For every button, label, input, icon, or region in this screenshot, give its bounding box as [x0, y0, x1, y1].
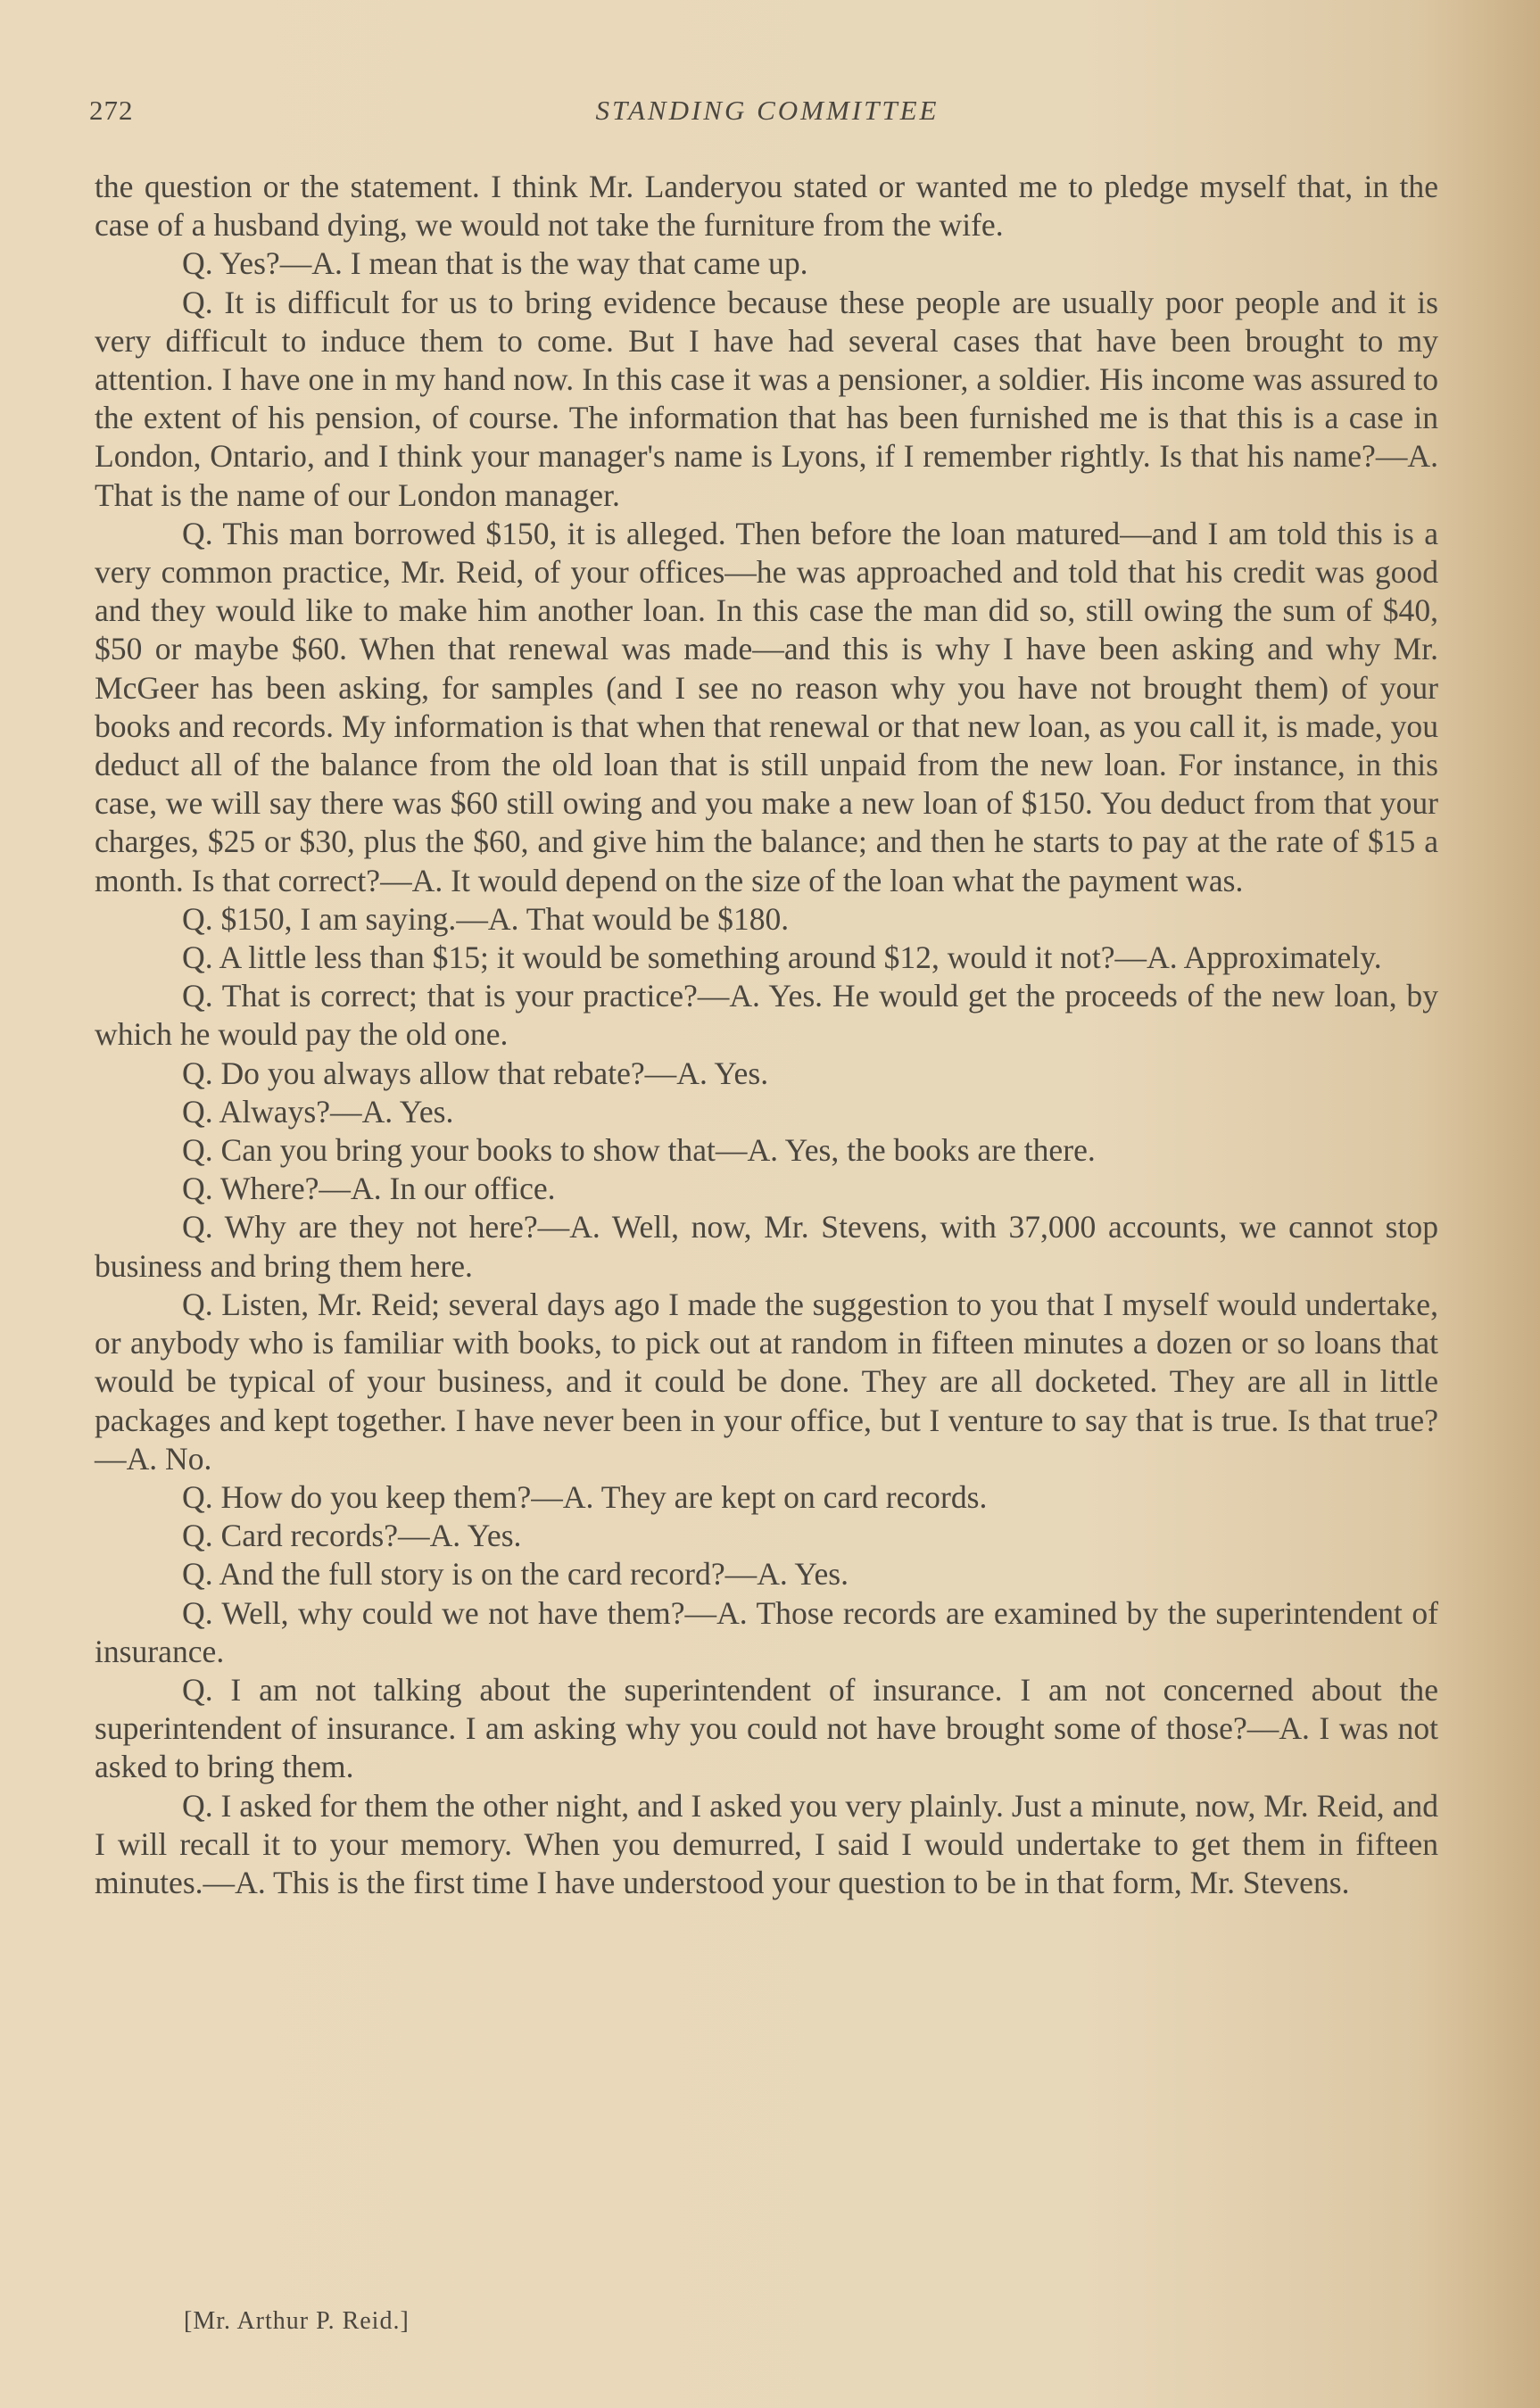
paragraph: Q. How do you keep them?—A. They are kept on card records.: [182, 1478, 988, 1515]
paragraph: Q. Yes?—A. I mean that is the way that came up.: [182, 245, 808, 282]
paragraph: Q. Card records?—A. Yes.: [182, 1518, 522, 1554]
paragraph: Q. It is difficult for us to bring evidence because these people are usually poor people and it is very difficult to induce them to come. But I have had several cases that have been brought to my attention. I have one in my hand now. In this case it was a pensioner, a soldier. His income was assured to the extent of his pension, of course. The information that has been furnished me is that this is a case in London, Ontario, and I think your manager's name is Lyons, if I remember rightly. Is that his name?—A. That is the name of our London manager.: [95, 284, 1438, 513]
paragraph: Q. Where?—A. In our office.: [182, 1171, 556, 1207]
paragraph: Q. Do you always allow that rebate?—A. Yes.: [182, 1055, 769, 1091]
testimony-text: [95, 168, 1438, 1902]
paragraph: Q. That is correct; that is your practice?—A. Yes. He would get the proceeds of the new loan, by which he would pay the old one.: [95, 978, 1438, 1053]
paragraph: Q. Listen, Mr. Reid; several days ago I made the suggestion to you that I myself would undertake, or anybody who is familiar with books, to pick out at random in fifteen minutes a dozen or so loans that would be typical of your business, and it could be done. They are all docketed. They are all in little packages and kept together. I have never been in your office, but I venture to say that is true. Is that true?—A. No.: [95, 1286, 1438, 1477]
paragraph: Q. A little less than $15; it would be something around $12, would it not?—A. Approximately.: [182, 939, 1382, 976]
paragraph: Q. And the full story is on the card record?—A. Yes.: [182, 1556, 849, 1593]
paragraph: Q. Always?—A. Yes.: [182, 1093, 454, 1130]
paragraph: Q. I asked for them the other night, and I asked you very plainly. Just a minute, now, Mr. Reid, and I will recall it to your memory. When you demurred, I said I would undertake to get them in fifteen minutes.—A. This is the first time I have understood your question to be in that form, Mr. Stevens.: [95, 1787, 1438, 1900]
paragraph: the question or the statement. I think Mr. Landeryou stated or wanted me to pledge myself that, in the case of a husband dying, we would not take the furniture from the wife.: [95, 169, 1438, 244]
paragraph: Q. Well, why could we not have them?—A. Those records are examined by the superintendent of insurance.: [95, 1594, 1438, 1669]
page-header: [89, 95, 1445, 139]
running-title: STANDING COMMITTEE: [595, 95, 940, 126]
page-number: 272: [89, 95, 134, 126]
paragraph: Q. $150, I am saying.—A. That would be $180.: [182, 900, 790, 937]
paragraph: Q. Why are they not here?—A. Well, now, Mr. Stevens, with 37,000 accounts, we cannot stop business and bring them here.: [95, 1209, 1438, 1284]
paragraph: Q. Can you bring your books to show that—A. Yes, the books are there.: [182, 1132, 1096, 1169]
paragraph: Q. This man borrowed $150, it is alleged. Then before the loan matured—and I am told this is a very common practice, Mr. Reid, of your offices—he was approached and told that his credit was good and they would like to make him another loan. In this case the man did so, still owing the sum of $40, $50 or maybe $60. When that renewal was made—and this is why I have been asking and why Mr. McGeer has been asking, for samples (and I see no reason why you have not brought them) of your books and records. My information is that when that renewal or that new loan, as you call it, is made, you deduct all of the balance from the old loan that is still unpaid from the new loan. For instance, in this case, we will say there was $60 still owing and you make a new loan of $150. You deduct from that your charges, $25 or $30, plus the $60, and give him the balance; and then he starts to pay at the rate of $15 a month. Is that correct?—A. It would depend on the size of the loan what the payment was.: [95, 515, 1438, 898]
paragraph: Q. I am not talking about the superintendent of insurance. I am not concerned about the superintendent of insurance. I am asking why you could not have brought some of those?—A. I was not asked to bring them.: [95, 1671, 1438, 1785]
witness-note: [Mr. Arthur P. Reid.]: [184, 2307, 410, 2335]
